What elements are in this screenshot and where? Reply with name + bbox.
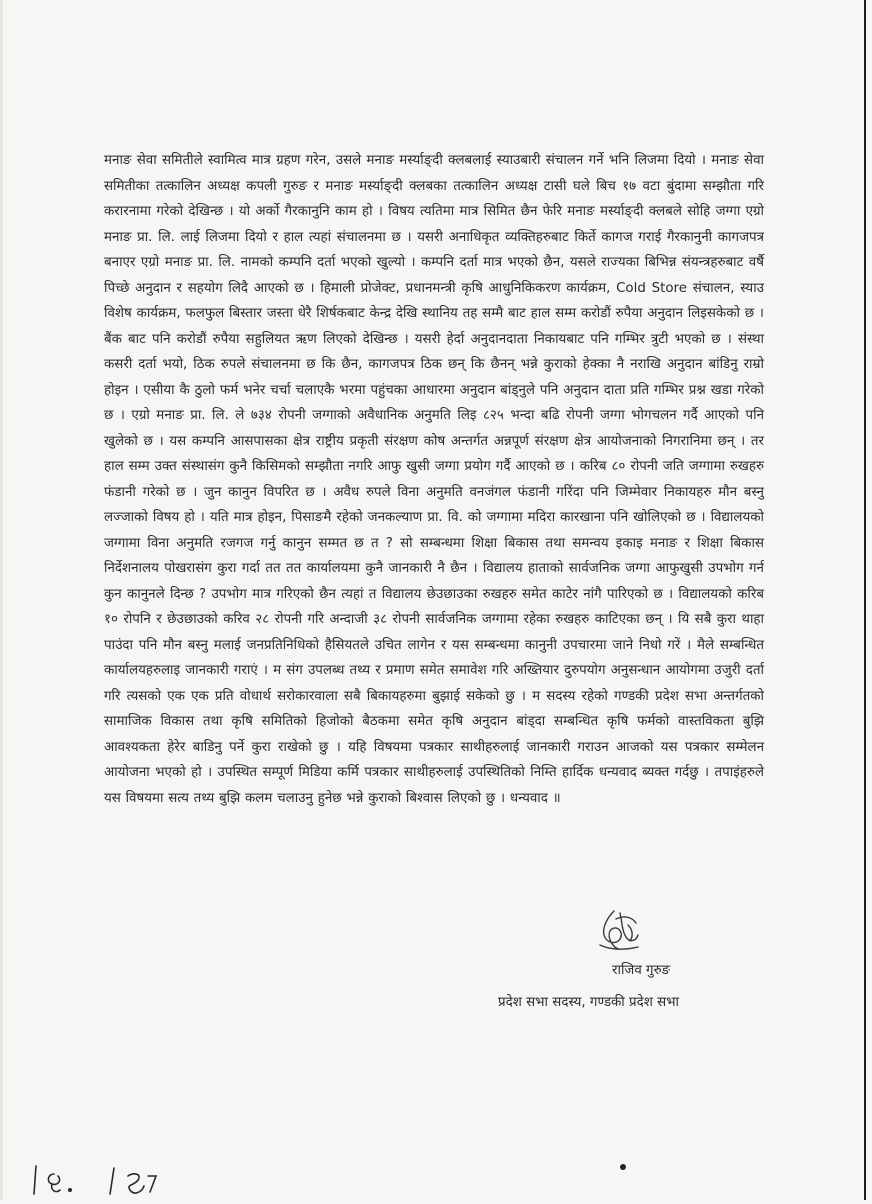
page-mark-dot	[620, 1164, 626, 1170]
signature-icon	[592, 905, 646, 957]
body-paragraph: मनाङ सेवा समितीले स्वामित्व मात्र ग्रहण गरेन, उसले मनाङ मर्स्याङ्दी क्लबलाई स्याउबारी संचालन गर्ने भनि लिजमा दियो । मनाङ सेवा समितीका तत्कालिन अध्यक्ष कपली गुरुङ र मनाङ मर्स्याङ्दी क्लबका तत्कालिन अध्यक्ष टासी घले बिच १७ वटा बुंदामा सम्झौता गरि करारनामा गरेको देखिन्छ । यो अर्को गैरकानुनि काम हो । विषय त्यतिमा मात्र सिमित छैन फेरि मनाङ मर्स्याङ्दी क्लबले सोहि जग्गा एग्रो मनाङ प्रा. लि. लाई लिजमा दियो र हाल त्यहां संचालनमा छ । यसरी अनाधिकृत व्यक्तिहरुबाट किर्ते कागज गराई गैरकानुनी कागजपत्र बनाएर एग्रो मनाङ प्रा. लि. नामको कम्पनि दर्ता भएको खुल्यो । कम्पनि दर्ता मात्र भएको छैन, यसले राज्यका बिभिन्न संयन्त्रहरुबाट वर्षै पिच्छे अनुदान र सहयोग लिदै आएको छ । हिमाली प्रोजेक्ट, प्रधानमन्त्री कृषि आधुनिकिकरण कार्यक्रम, Cold Store संचालन, स्याउ विशेष कार्यक्रम, फलफुल बिस्तार जस्ता धेरै शिर्षकबाट केन्द्र देखि स्थानिय तह सम्मै बाट हाल सम्म करोडौं रुपैया अनुदान लिइसकेको छ । बैंक बाट पनि करोडौं रुपैया सहुलियत ऋण लिएको देखिन्छ । यसरी हेर्दा अनुदानदाता निकायबाट पनि गम्भिर त्रुटी भएको छ । संस्था कसरी दर्ता भयो, ठिक रुपले संचालनमा छ कि छैन, कागजपत्र ठिक छन् कि छैनन् भन्ने कुराको हेक्का नै नराखि अनुदान बांडिनु राम्रो होइन । एसीया कै ठुलो फर्म भनेर चर्चा चलाएकै भरमा पहुंचका आधारमा अनुदान बांड्नुले पनि अनुदान दाता प्रति गम्भिर प्रश्न खडा गरेको छ । एग्रो मनाङ प्रा. लि. ले ७३४ रोपनी जग्गाको अवैधानिक अनुमति लिइ ८२५ भन्दा बढि रोपनी जग्गा भोगचलन गर्दै आएको पनि खुलेको छ । यस कम्पनि आसपासका क्षेत्र राष्ट्रीय प्रकृती संरक्षण कोष अन्तर्गत अन्नपूर्ण संरक्षण क्षेत्र आयोजनाको निगरानिमा छन् । तर हाल सम्म उक्त संस्थासंग कुनै किसिमको सम्झौता नगरि आफु खुसी जग्गा प्रयोग गर्दै आएको छ । करिब ८० रोपनी जति जग्गामा रुखहरु फंडानी गरेको छ । जुन कानुन विपरित छ । अवैध रुपले विना अनुमति वनजंगल फंडानी गरिंदा पनि जिम्मेवार निकायहरु मौन बस्नु लज्जाको विषय हो । यति मात्र होइन, पिसाङमै रहेको जनकल्याण प्रा. वि. को जग्गामा मदिरा कारखाना पनि खोलिएको छ । विद्यालयको जग्गामा विना अनुमति रजगज गर्नु कानुन सम्मत छ त ? सो सम्बन्धमा शिक्षा बिकास तथा समन्वय इकाइ मनाङ र शिक्षा बिकास निर्देशनालय पोखरासंग कुरा गर्दा तत तत कार्यालयमा कुनै जानकारी नै छैन । विद्यालय हाताको सार्वजनिक जग्गा आफुखुसी उपभोग गर्न कुन कानुनले दिन्छ ? उपभोग मात्र गरिएको छैन त्यहां त विद्यालय छेउछाउका रुखहरु समेत काटेर नांगै पारिएको छ । विद्यालयको करिब १० रोपनि र छेउछाउको करिव २८ रोपनी गरि अन्दाजी ३८ रोपनी सार्वजनिक जग्गामा रहेका रुखहरु काटिएका छन् । यि सबै कुरा थाहा पाउंदा पनि मौन बस्नु मलाई जनप्रतिनिधिको हैसियतले उचित लागेन र यस सम्बन्धमा कानुनी उपचारमा जाने निधो गरें । मैले सम्बन्धित कार्यालयहरुलाइ जानकारी गराएं । म संग उपलब्ध तथ्य र प्रमाण समेत समावेश गरि अख्तियार दुरुपयोग अनुसन्धान आयोगमा उजुरी दर्ता गरि त्यसको एक एक प्रति वोधार्थ सरोकारवाला सबै बिकायहरुमा बुझाई सकेको छु । म सदस्य रहेको गण्डकी प्रदेश सभा अन्तर्गतको सामाजिक विकास तथा कृषि समितिको हिजोको बैठकमा समेत कृषि अनुदान बांड्दा सम्बन्धित कृषि फर्मको वास्तविकता बुझि आवश्यकता हेरेर बाडिनु पर्ने कुरा राखेको छु । यहि विषयमा पत्रकार साथीहरुलाई जानकारी गराउन आजको यस पत्रकार सम्मेलन आयोजना भएको हो । उपस्थित सम्पूर्ण मिडिया कर्मि पत्रकार साथीहरुलाई उपस्थितिको निम्ति हार्दिक धन्यवाद ब्यक्त गर्दछु । तपाइंहरुले यस विषयमा सत्य तथ्य बुझि कलम चलाउनु हुनेछ भन्ने कुराको बिश्वास लिएको छु । धन्यवाद ॥	[104, 153, 764, 806]
signer-name: राजिव गुरुङ	[612, 963, 671, 978]
signer-title: प्रदेश सभा सदस्य, गण्डकी प्रदेश सभा	[498, 995, 680, 1010]
scan-edge-left	[0, 0, 3, 1200]
handwritten-page-note	[30, 1160, 190, 1200]
handwritten-note-icon	[30, 1160, 190, 1200]
document-page	[104, 148, 764, 811]
scan-edge-right	[864, 0, 866, 1200]
